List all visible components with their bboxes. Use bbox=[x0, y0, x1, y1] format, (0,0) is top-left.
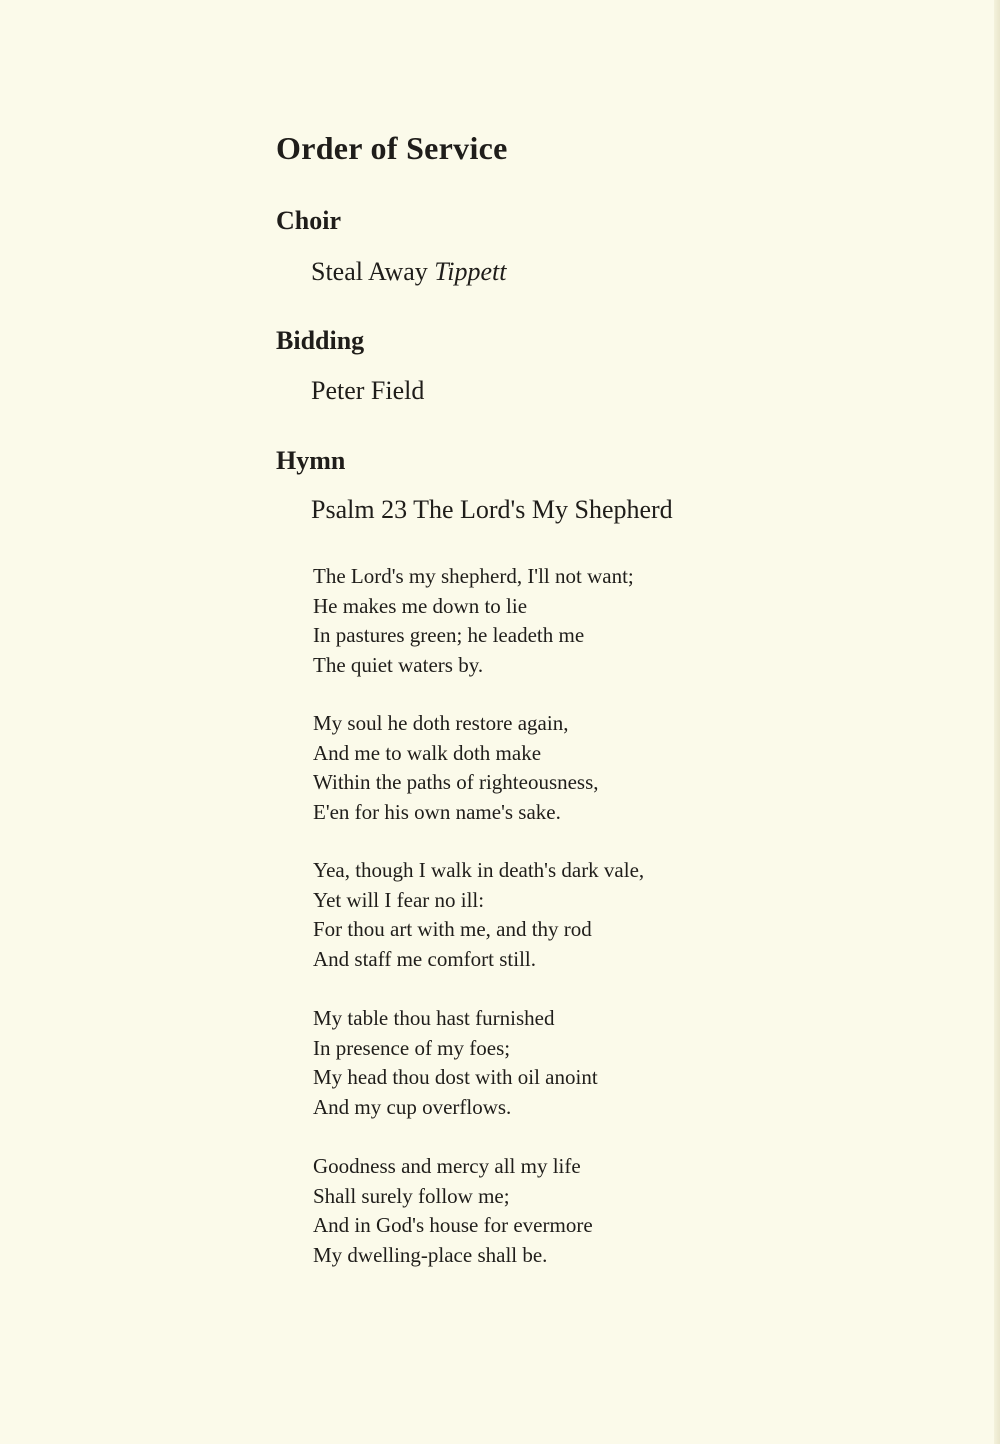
verse-line: For thou art with me, and thy rod bbox=[313, 917, 592, 941]
verse-line: My table thou hast furnished bbox=[313, 1006, 555, 1030]
verse-line: My head thou dost with oil anoint bbox=[313, 1065, 598, 1089]
verse-line: In pastures green; he leadeth me bbox=[313, 623, 585, 647]
choir-piece bbox=[311, 255, 507, 289]
choir-piece-title: Steal Away bbox=[311, 257, 428, 286]
page-title: Order of Service bbox=[276, 130, 508, 166]
hymn-verse-1 bbox=[313, 562, 634, 680]
section-heading-bidding: Bidding bbox=[276, 326, 365, 355]
verse-line: The Lord's my shepherd, I'll not want; bbox=[313, 564, 634, 588]
verse-line: My dwelling-place shall be. bbox=[313, 1242, 548, 1267]
verse-line: Within the paths of righteousness, bbox=[313, 770, 599, 794]
verse-line: And in God's house for evermore bbox=[313, 1213, 593, 1237]
verse-line: In presence of my foes; bbox=[313, 1035, 511, 1060]
verse-line: He makes me down to lie bbox=[313, 593, 528, 618]
verse-line: Shall surely follow me; bbox=[313, 1183, 510, 1208]
verse-line: And me to walk doth make bbox=[313, 740, 542, 765]
verse-line: And my cup overflows. bbox=[313, 1094, 512, 1119]
verse-line: E'en for his own name's sake. bbox=[313, 799, 561, 824]
verse-line: My soul he doth restore again, bbox=[313, 711, 569, 735]
bidding-speaker: Peter Field bbox=[311, 376, 425, 405]
verse-line: Yet will I fear no ill: bbox=[313, 887, 485, 912]
hymn-verse-5 bbox=[313, 1152, 593, 1270]
verse-line: The quiet waters by. bbox=[313, 652, 484, 677]
hymn-verse-4 bbox=[313, 1004, 598, 1122]
page-edge bbox=[994, 0, 1000, 1444]
verse-line: Goodness and mercy all my life bbox=[313, 1154, 581, 1178]
verse-line: Yea, though I walk in death's dark vale, bbox=[313, 858, 645, 882]
hymn-verse-3 bbox=[313, 856, 644, 974]
section-heading-hymn: Hymn bbox=[276, 446, 346, 475]
hymn-title: Psalm 23 The Lord's My Shepherd bbox=[311, 495, 673, 524]
choir-piece-composer: Tippett bbox=[434, 257, 507, 286]
verse-line: And staff me comfort still. bbox=[313, 946, 536, 971]
section-heading-choir: Choir bbox=[276, 206, 341, 235]
hymn-verse-2 bbox=[313, 709, 599, 827]
